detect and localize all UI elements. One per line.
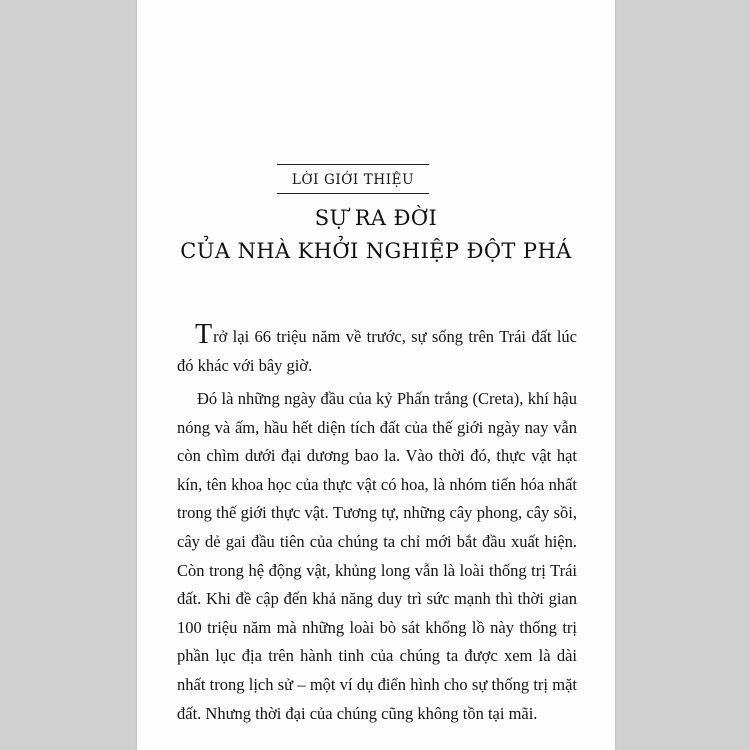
- paragraph-2: Đó là những ngày đầu của kỷ Phấn trắng (Creta), khí hậu nóng và ấm, hầu hết diện tích đất của thế giới ngày nay vẫn còn chìm dưới đại dương bao la. Vào thời đó, thực vật hạt kín, tên khoa học của thực vật có hoa, là nhóm tiến hóa nhất trong thế giới thực vật. Tương tự, những cây phong, cây sồi, cây dẻ gai đầu tiên của chúng ta chỉ mới bắt đầu xuất hiện. Còn trong hệ động vật, khủng long vẫn là loài thống trị Trái đất. Khi đề cập đến khả năng duy trì sức mạnh thì thời gian 100 triệu năm mà những loài bò sát khổng lồ này thống trị phần lục địa trên hành tinh của chúng ta được xem là dài nhất trong lịch sử – một ví dụ điển hình cho sự thống trị mặt đất. Nhưng thời đại của chúng cũng không tồn tại mãi.: [177, 389, 577, 723]
- chapter-title-line-2: CỦA NHÀ KHỞI NGHIỆP ĐỘT PHÁ: [180, 239, 572, 263]
- drop-cap: T: [195, 319, 213, 350]
- paragraph-1-text: rở lại 66 triệu năm về trước, sự sống trên Trái đất lúc đó khác với bây giờ.: [177, 327, 577, 375]
- chapter-title-line-1: SỰ RA ĐỜI: [314, 206, 438, 230]
- chapter-label: LỜI GIỚI THIỆU: [291, 172, 415, 188]
- chapter-label-box: [277, 164, 429, 194]
- paragraph-1: [177, 319, 577, 380]
- bottom-rule: [277, 193, 429, 194]
